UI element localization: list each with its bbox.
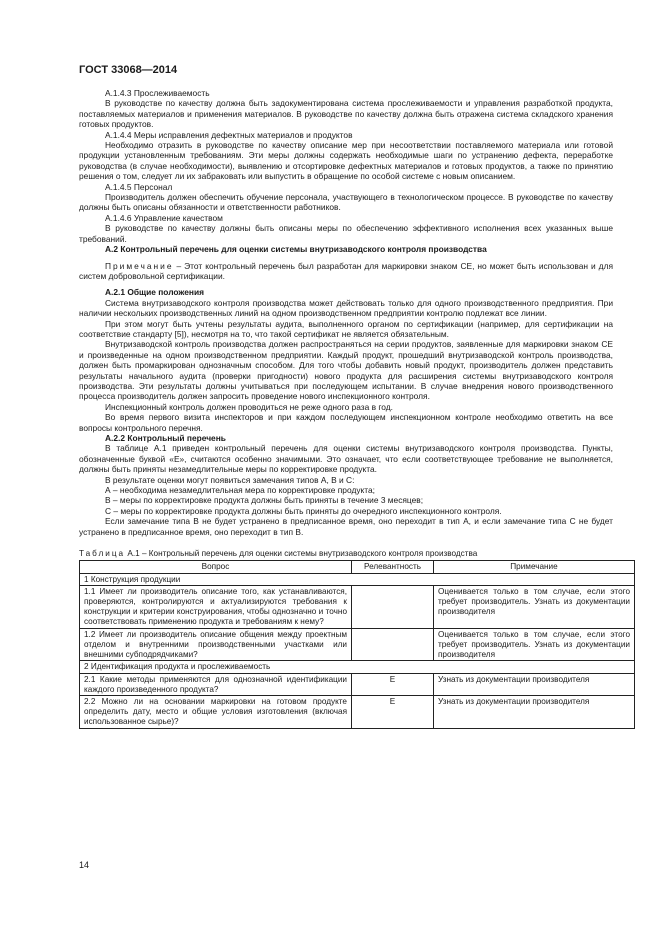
question-cell: 2.2 Можно ли на основании маркировки на готовом продукте определить дату, место и общие условия изготовления (включая использованное сырье)?	[80, 695, 352, 728]
question-cell: 1.2 Имеет ли производитель описание общения между проектным отделом и внутренними производственными участками или внешними субподрядчиками?	[80, 628, 352, 661]
table-caption-label: Таблица	[79, 549, 126, 559]
section-text-a145: Производитель должен обеспечить обучение персонала, участвующего в технологическом процессе. В руководстве по качеству должны быть описаны обязанности и ответственности работников.	[79, 192, 613, 213]
paragraph: Система внутризаводского контроля производства может действовать только для одного производственного предприятия. При наличии нескольких производственных линий на одном производственном предприятии контролю подлежат все линии.	[79, 297, 613, 319]
note-cell: Узнать из документации производителя	[434, 695, 635, 728]
section-heading-a2: А.2 Контрольный перечень для оценки системы внутризаводского контроля производства	[105, 244, 487, 255]
section-text-a144: Необходимо отразить в руководстве по качеству описание мер при несоответствии поставляемого материала или готовой продукции установленным требованиям. Эти меры должны содержать необходимые шаги по устранению дефекта, переработке руководства (в случае необходимости), выявлению и отсортировке дефектных материалов и готовых продуктов, а также по принятию решения о том, следует ли их забраковать или выпустить в обращение по особой системе с новым описанием.	[79, 140, 613, 182]
paragraph: Во время первого визита инспекторов и при каждом последующем инспекционном контроле необходимо ответить на все вопросы контрольного перечня.	[79, 412, 613, 433]
table-header-row	[80, 561, 635, 573]
section-cell: 2 Идентификация продукта и прослеживаемость	[80, 661, 635, 673]
section-text-a143: В руководстве по качеству должна быть задокументирована система прослеживаемости и управления разработкой продукта, поставляемых материалов и применения материалов. В руководстве по качеству должна быть отражена система складского хранения готовых продуктов.	[79, 98, 613, 130]
note-cell: Оценивается только в том случае, если этого требует производитель. Узнать из документации производителя	[434, 628, 635, 661]
section-title-a144: А.1.4.4 Меры исправления дефектных материалов и продуктов	[105, 129, 353, 140]
header-question: Вопрос	[80, 561, 352, 573]
table-row	[80, 585, 635, 628]
relevance-cell: Е	[352, 673, 434, 695]
section-heading-a21: А.2.1 Общие положения	[105, 287, 204, 298]
table-caption-text: А.1 – Контрольный перечень для оценки системы внутризаводского контроля производства	[125, 549, 478, 559]
section-cell: 1 Конструкция продукции	[80, 573, 635, 585]
page-number: 14	[79, 860, 90, 870]
table-row	[80, 695, 635, 728]
checklist-table	[79, 560, 635, 728]
table-section-row	[80, 661, 635, 673]
note-cell: Узнать из документации производителя	[434, 673, 635, 695]
relevance-cell	[352, 585, 434, 628]
table-section-row	[80, 573, 635, 585]
document-header: ГОСТ 33068—2014	[79, 64, 178, 76]
paragraph: В результате оценки могут появиться замечания типов А, В и С:	[105, 474, 355, 485]
paragraph: При этом могут быть учтены результаты аудита, выполненного органом по сертификации (например, для сертификации на соответствие стандарту [5]), несмотря на то, что такой сертификат не является обязательным.	[79, 318, 613, 339]
relevance-cell	[352, 628, 434, 661]
list-item: В – меры по корректировке продукта должны быть приняты в течение 3 месяцев;	[105, 495, 424, 506]
table-row	[80, 673, 635, 695]
list-item: С – меры по корректировке продукта должны быть приняты до очередного инспекционного контроля.	[105, 505, 502, 516]
note-label: Примечание	[105, 260, 174, 271]
question-cell: 2.1 Какие методы применяются для однозначной идентификации каждого произведенного продукта?	[80, 673, 352, 695]
section-text-a146: В руководстве по качеству должны быть описаны меры по обеспечению эффективного исполнения всех указанных выше требований.	[79, 223, 613, 244]
relevance-cell: Е	[352, 695, 434, 728]
question-cell: 1.1 Имеет ли производитель описание того, как устанавливаются, проверяются, контролируются и актуализируются требования к конструкции и критерии конструирования, чтобы однозначно и точно соответствовать применению продукта и требованиям к нему?	[80, 585, 352, 628]
section-title-a143: А.1.4.3 Прослеживаемость	[105, 88, 210, 98]
paragraph: Инспекционный контроль должен проводиться не реже одного раза в год.	[105, 401, 393, 412]
note-cell: Оценивается только в том случае, если этого требует производитель. Узнать из документации производителя	[434, 585, 635, 628]
paragraph: Если замечание типа В не будет устранено в предписанное время, оно переходит в тип А, и если замечание типа С не будет устранено в предписанное время, оно переходит в тип В.	[79, 516, 613, 537]
section-heading-a22: А.2.2 Контрольный перечень	[105, 433, 226, 443]
paragraph: В таблице А.1 приведен контрольный перечень для оценки системы внутризаводского контроля производства. Пункты, обозначенные буквой «Е», считаются особенно значимыми. Это означает, что если соответствующее требование не выполняется, должны быть приняты незамедлительные меры по корректировке продукта.	[79, 443, 613, 475]
table-row	[80, 628, 635, 661]
section-title-a146: А.1.4.6 Управление качеством	[105, 212, 223, 223]
table-caption	[79, 549, 613, 559]
note-text: – Этот контрольный перечень был разработан для маркировки знаком СЕ, но может быть использован и для систем добровольной сертификации.	[79, 260, 613, 281]
header-relevance: Релевантность	[352, 561, 434, 573]
section-title-a145: А.1.4.5 Персонал	[105, 181, 173, 192]
header-note: Примечание	[434, 561, 635, 573]
paragraph: Внутризаводской контроль производства должен распространяться на серии продуктов, заявленные для маркировки знаком СЕ и произведенные на одном производственном предприятии. Каждый продукт, прошедший внутризаводской контроль производства, должен быть промаркирован однозначным способом. Для того чтобы добавить новый продукт, производитель должен представить результаты начального аудита (проверки пригодности) нового продукта для расширения системы внутризаводского контроля производства. Эти результаты должны учитываться при последующем испытании. В случае внедрения нового производственного процесса производитель должен запросить проведение нового инспекционного контроля.	[79, 339, 613, 402]
list-item: А – необходима незамедлительная мера по корректировке продукта;	[105, 485, 375, 496]
note-paragraph	[79, 261, 613, 282]
document-body	[79, 88, 630, 729]
